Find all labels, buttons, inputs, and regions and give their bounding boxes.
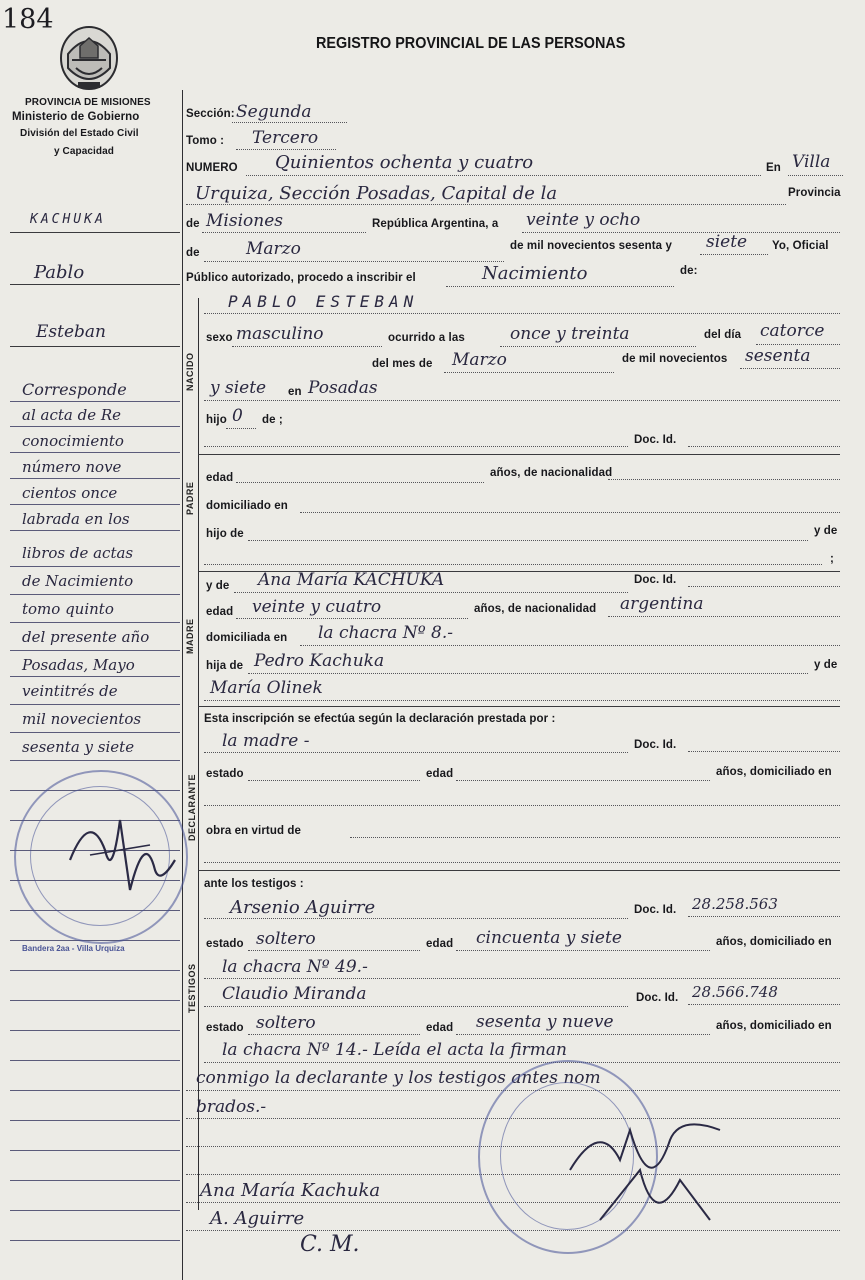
label-doc-id: Doc. Id. — [634, 434, 677, 446]
value-testigo-2-dom: la chacra Nº 14.- Leída el acta la firman — [222, 1040, 568, 1060]
value-dia: catorce — [760, 321, 825, 341]
label-ante-testigos: ante los testigos : — [204, 878, 304, 890]
margin-note-line: conocimiento — [22, 432, 124, 450]
margin-name-2: Esteban — [36, 322, 106, 342]
value-testigo-2: Claudio Miranda — [222, 984, 367, 1004]
label-hijo: hijo — [206, 414, 227, 426]
label-doc-id-testigo-2: Doc. Id. — [636, 992, 679, 1004]
value-anio: siete — [706, 232, 748, 252]
label-provincia: Provincia — [788, 187, 841, 199]
label-obra: obra en virtud de — [206, 825, 301, 837]
label-yo-oficial: Yo, Oficial — [772, 240, 829, 252]
signature-testigo-2: C. M. — [300, 1232, 360, 1257]
label-anos-dom-declarante: años, domiciliado en — [716, 766, 832, 778]
label-anos-dom-testigo-2: años, domiciliado en — [716, 1020, 832, 1032]
value-tomo: Tercero — [252, 128, 319, 148]
value-acto: Nacimiento — [482, 263, 588, 284]
label-de-colon: de: — [680, 265, 698, 277]
page-number: 184 — [2, 4, 54, 35]
label-numero: NUMERO — [186, 162, 238, 174]
label-anos-dom-testigo-1: años, domiciliado en — [716, 936, 832, 948]
label-edad-declarante: edad — [426, 768, 454, 780]
label-y-de-3: y de — [814, 659, 838, 671]
value-madre-dom: la chacra Nº 8.- — [318, 623, 454, 643]
label-estado-declarante: estado — [206, 768, 244, 780]
value-anio-nac-2: y siete — [210, 378, 267, 398]
signature-madre: Ana María Kachuka — [200, 1180, 381, 1201]
label-en: En — [766, 162, 781, 174]
label-del-dia: del día — [704, 329, 742, 341]
margin-note-line: Corresponde — [22, 380, 127, 399]
margin-note-line: labrada en los — [22, 510, 130, 528]
margin-note-line: al acta de Re — [22, 406, 122, 424]
value-cierre-2: brados.- — [196, 1097, 267, 1117]
margin-note-line: de Nacimiento — [22, 572, 134, 590]
margin-note-line: veintitrés de — [22, 682, 118, 700]
value-testigo-2-estado: soltero — [256, 1013, 316, 1033]
value-madre-madre: María Olinek — [210, 678, 323, 698]
value-seccion: Segunda — [236, 102, 312, 122]
label-edad-madre: edad — [206, 606, 234, 618]
label-declarante: DECLARANTE — [187, 774, 197, 841]
label-edad: edad — [206, 472, 234, 484]
label-sexo: sexo — [206, 332, 233, 344]
margin-note-line: sesenta y siete — [22, 738, 135, 756]
value-testigo-1-dom: la chacra Nº 49.- — [222, 957, 368, 977]
label-de-semi: de ; — [262, 414, 283, 426]
value-place: Urquiza, Sección Posadas, Capital de la — [195, 183, 558, 204]
label-hija-de: hija de — [206, 660, 244, 672]
label-doc-id-madre: Doc. Id. — [634, 574, 677, 586]
header-capacity: y Capacidad — [54, 146, 115, 157]
label-de: de — [186, 218, 200, 230]
value-madre-nac: argentina — [620, 594, 704, 614]
label-de-mil: de mil novecientos — [622, 353, 728, 365]
label-esta-inscripcion: Esta inscripción se efectúa según la declaración prestada por : — [204, 713, 556, 725]
label-tomo: Tomo : — [186, 135, 225, 147]
value-testigo-2-edad: sesenta y nueve — [476, 1012, 614, 1032]
margin-name-1: Pablo — [34, 262, 85, 283]
label-estado-testigo-1: estado — [206, 938, 244, 950]
header-ministry: Ministerio de Gobierno — [12, 111, 140, 123]
margin-surname: KACHUKA — [30, 212, 106, 227]
label-semicolon: ; — [830, 553, 834, 565]
label-edad-testigo-1: edad — [426, 938, 454, 950]
value-cierre-1: conmigo la declarante y los testigos antes nom — [196, 1068, 601, 1088]
label-ocurrido: ocurrido a las — [388, 332, 465, 344]
label-domiciliado-en: domiciliado en — [206, 500, 288, 512]
label-edad-testigo-2: edad — [426, 1022, 454, 1034]
label-republica: República Argentina, a — [372, 218, 499, 230]
label-seccion: Sección: — [186, 108, 235, 120]
margin-note-line: libros de actas — [22, 544, 134, 562]
value-sexo: masculino — [236, 324, 324, 344]
value-mes: Marzo — [246, 239, 301, 259]
value-testigo-1: Arsenio Aguirre — [230, 897, 376, 918]
label-padre: PADRE — [185, 481, 195, 515]
header-province: PROVINCIA DE MISIONES — [25, 97, 151, 108]
margin-note-line: cientos once — [22, 484, 118, 502]
label-en-2: en — [288, 386, 302, 398]
value-lugar: Posadas — [308, 378, 378, 398]
label-del-mes: del mes de — [372, 358, 433, 370]
margin-note-line: número nove — [22, 458, 122, 476]
value-madre-padre: Pedro Kachuka — [254, 651, 385, 671]
margin-signature-icon — [60, 800, 180, 905]
page-title: REGISTRO PROVINCIAL DE LAS PERSONAS — [316, 35, 626, 52]
margin-note-line: del presente año — [22, 628, 150, 646]
margin-stamp-text: Bandera 2aa - Villa Urquiza — [22, 944, 125, 953]
official-signature-icon — [560, 1110, 730, 1255]
signature-testigo-1: A. Aguirre — [210, 1208, 305, 1229]
label-nacido: NACIDO — [185, 352, 195, 391]
margin-note-line: mil novecientos — [22, 710, 142, 728]
label-publico: Público autorizado, procedo a inscribir el — [186, 272, 416, 284]
margin-note-line: Posadas, Mayo — [22, 656, 135, 674]
label-domiciliada-en: domiciliada en — [206, 632, 288, 644]
value-madre-edad: veinte y cuatro — [252, 597, 382, 617]
value-testigo-1-edad: cincuenta y siete — [476, 928, 622, 948]
label-madre: MADRE — [185, 618, 195, 654]
label-y-de-2: y de — [206, 580, 230, 592]
label-anos-nac: años, de nacionalidad — [490, 467, 613, 479]
label-anos-nac-madre: años, de nacionalidad — [474, 603, 597, 615]
label-doc-id-testigo-1: Doc. Id. — [634, 904, 677, 916]
label-testigos: TESTIGOS — [187, 963, 197, 1013]
label-mil-sesenta: de mil novecientos sesenta y — [510, 240, 672, 252]
label-hijo-de: hijo de — [206, 528, 244, 540]
coat-of-arms-icon — [58, 24, 120, 92]
value-hijo-de: 0 — [232, 406, 243, 426]
label-estado-testigo-2: estado — [206, 1022, 244, 1034]
label-y-de: y de — [814, 525, 838, 537]
value-provincia: Misiones — [206, 211, 283, 231]
value-testigo-1-doc: 28.258.563 — [692, 895, 778, 913]
value-numero: Quinientos ochenta y cuatro — [275, 152, 534, 173]
header-division: División del Estado Civil — [20, 128, 139, 139]
value-madre-nombre: Ana María KACHUKA — [258, 570, 445, 590]
value-dia-letras: veinte y ocho — [526, 210, 641, 230]
value-nombre: PABLO ESTEBAN — [228, 292, 419, 311]
label-doc-id-declarante: Doc. Id. — [634, 739, 677, 751]
value-en: Villa — [792, 152, 831, 172]
margin-note-line: tomo quinto — [22, 600, 114, 618]
value-testigo-1-estado: soltero — [256, 929, 316, 949]
label-de-2: de — [186, 247, 200, 259]
value-declarante: la madre - — [222, 731, 310, 751]
value-testigo-2-doc: 28.566.748 — [692, 983, 778, 1001]
value-hora: once y treinta — [510, 324, 630, 344]
value-anio-nac-1: sesenta — [745, 346, 811, 366]
value-mes-nac: Marzo — [452, 350, 507, 370]
